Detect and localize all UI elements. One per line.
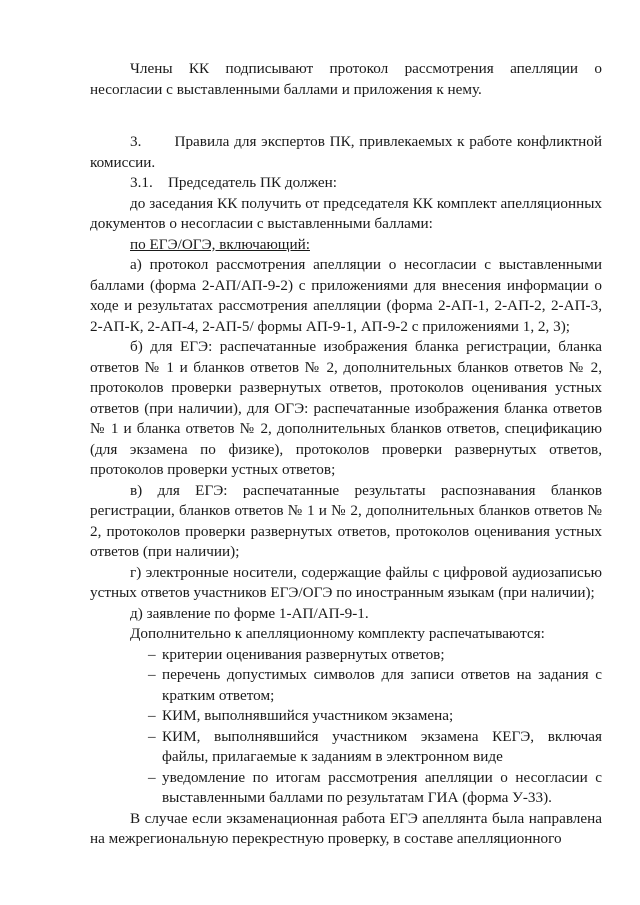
item-b: б) для ЕГЭ: распечатанные изображения бланка регистрации, бланка ответов № 1 и бланков ответов № 2, дополнительных бланков ответов № 2, протоколов проверки развернутых ответов, протоколов оценивания устных ответов (при наличии), для ОГЭ: распечатанные изображения бланка ответов № 1 и бланка ответов № 2, дополнительных бланков ответов, спецификацию (для экзамена по физике), протоколов проверки развернутых ответов, протоколов проверки устных ответов; bbox=[90, 338, 602, 478]
dash-list-item bbox=[90, 768, 602, 809]
item-d: д) заявление по форме 1-АП/АП-9-1. bbox=[130, 604, 369, 622]
dash-list-item bbox=[90, 706, 602, 727]
paragraph-ege-oge-includes bbox=[90, 235, 602, 256]
dash-item-text: КИМ, выполнявшийся участником экзамена; bbox=[162, 707, 454, 724]
paragraph-signing: Члены КК подписывают протокол рассмотрения апелляции о несогласии с выставленными баллами и приложения к нему. bbox=[90, 60, 602, 98]
dash-mark: – bbox=[148, 645, 156, 663]
subsection-3-1-heading: 3.1. Председатель ПК должен: bbox=[130, 174, 337, 191]
paragraph-before-meeting: до заседания КК получить от председателя КК комплект апелляционных документов о несогласии с выставленными баллами: bbox=[90, 194, 602, 232]
dash-mark: – bbox=[148, 666, 156, 683]
dash-item-text: критерии оценивания развернутых ответов; bbox=[162, 645, 445, 663]
section-3-heading: 3. Правила для экспертов ПК, привлекаемых к работе конфликтной комиссии. bbox=[90, 133, 602, 171]
paragraph-cross-check: В случае если экзаменационная работа ЕГЭ апеллянта была направлена на межрегиональную перекрестную проверку, в составе апелляционного bbox=[90, 809, 602, 847]
item-g: г) электронные носители, содержащие файлы с цифровой аудиозаписью устных ответов участников ЕГЭ/ОГЭ по иностранным языкам (при наличии); bbox=[90, 563, 602, 601]
dash-list-item bbox=[90, 645, 602, 666]
dash-list-item bbox=[90, 727, 602, 768]
paragraph-gap bbox=[90, 100, 602, 132]
item-v: в) для ЕГЭ: распечатанные результаты распознавания бланков регистрации, бланков ответов № 1 и № 2, дополнительных бланков ответов № 2, протоколов проверки развернутых ответов, протоколов оценивания устных ответов (при наличии); bbox=[90, 481, 602, 560]
dash-mark: – bbox=[148, 727, 156, 745]
underlined-label: по ЕГЭ/ОГЭ, включающий: bbox=[130, 235, 310, 253]
dash-mark: – bbox=[148, 768, 156, 786]
dash-list-item bbox=[90, 665, 602, 706]
paragraph-additional: Дополнительно к апелляционному комплекту распечатываются: bbox=[130, 625, 545, 642]
item-a: а) протокол рассмотрения апелляции о несогласии с выставленными баллами (форма 2-АП/АП-9-2) с приложениями для внесения информации о ходе и результатах рассмотрения апелляции (форма 2-АП-1, 2-АП-2, 2-АП-3, 2-АП-К, 2-АП-4, 2-АП-5/ формы АП-9-1, АП-9-2 с приложениями 1, 2, 3); bbox=[90, 256, 602, 335]
dash-mark: – bbox=[148, 707, 156, 724]
dash-item-text: КИМ, выполнявшийся участником экзамена КЕГЭ, включая файлы, прилагаемые к заданиям в электронном виде bbox=[162, 727, 602, 765]
dash-item-text: перечень допустимых символов для записи ответов на задания с кратким ответом; bbox=[162, 666, 602, 704]
dash-item-text: уведомление по итогам рассмотрения апелляции о несогласии с выставленными баллами по результатам ГИА (форма У-33). bbox=[162, 768, 602, 806]
